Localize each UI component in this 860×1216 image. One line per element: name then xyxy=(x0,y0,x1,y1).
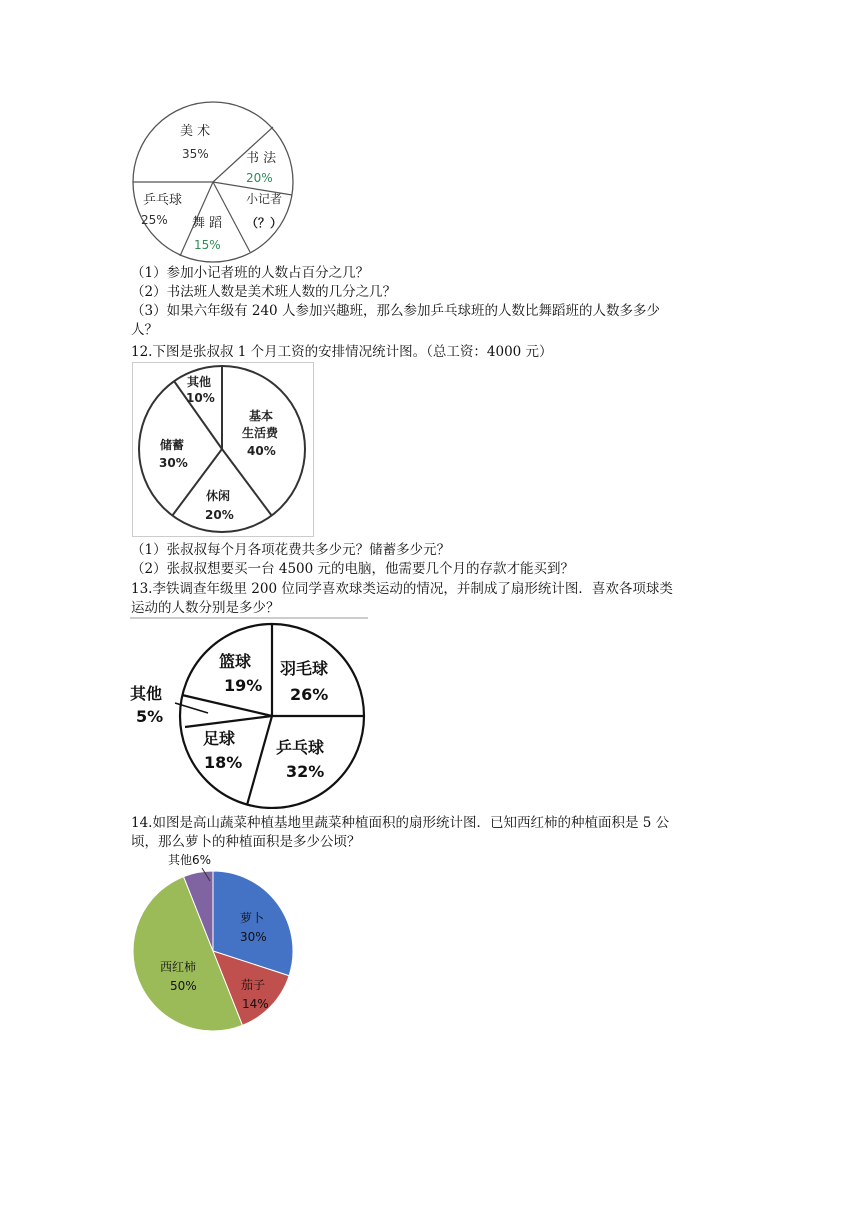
q11-question-3: （3）如果六年级有 240 人参加兴趣班，那么参加乒乓球班的人数比舞蹈班的人数多多少 xyxy=(131,303,660,319)
q13-pie-chart xyxy=(130,617,370,809)
q14-value-radish: 30% xyxy=(240,930,267,944)
q11-question-3-cont: 人？ xyxy=(131,322,158,338)
q14-label-radish: 萝卜 xyxy=(240,911,265,925)
q11-label-meishu: 美 术 xyxy=(180,124,211,139)
q12-question-2: （2）张叔叔想要买一台 4500 元的电脑，他需要几个月的存款才能买到？ xyxy=(131,561,575,577)
q14-title-line-1: 14.如图是高山蔬菜种植基地里蔬菜种植面积的扇形统计图．已知西红柿的种植面积是 5 公 xyxy=(131,815,670,831)
q12-question-1: （1）张叔叔每个月各项花费共多少元？储蓄多少元？ xyxy=(131,542,451,558)
q14-title-line-2: 顷，那么萝卜的种植面积是多少公顷？ xyxy=(131,834,361,850)
q11-label-shufa: 书 法 xyxy=(246,151,277,166)
q13-label-pingpong: 乒乓球 xyxy=(276,738,325,757)
q13-value-football: 18% xyxy=(204,753,243,772)
q14-label-eggplant: 茄子 xyxy=(241,978,266,992)
q12-divider-bottom-right xyxy=(222,449,272,516)
q12-label-leisure: 休闲 xyxy=(206,489,231,503)
q13-value-other: 5% xyxy=(136,707,164,726)
q11-label-xiaojizhe: 小记者 xyxy=(246,192,283,206)
q14-label-tomato: 西红柿 xyxy=(160,960,197,974)
q13-label-basketball: 篮球 xyxy=(219,652,252,671)
q13-value-basketball: 19% xyxy=(224,676,263,695)
q13-value-pingpong: 32% xyxy=(286,762,325,781)
q12-value-living: 40% xyxy=(247,444,276,458)
q13-divider-bottom xyxy=(247,716,272,805)
q13-value-badminton: 26% xyxy=(290,685,329,704)
q14-value-tomato: 50% xyxy=(170,979,197,993)
q14-label-other: 其他6% xyxy=(168,853,212,867)
q11-label-pingpang: 乒乓球 xyxy=(143,193,183,208)
q14-slices xyxy=(133,871,293,1031)
q11-pie-chart xyxy=(128,100,308,265)
q11-value-wudao: 15% xyxy=(194,238,221,252)
q12-label-savings: 储蓄 xyxy=(160,438,185,452)
q11-value-xiaojizhe: （？） xyxy=(246,216,283,230)
q13-label-badminton: 羽毛球 xyxy=(280,659,329,678)
q12-title: 12.下图是张叔叔 1 个月工资的安排情况统计图。（总工资：4000 元） xyxy=(131,344,553,360)
q11-value-pingpang: 25% xyxy=(141,213,168,227)
q11-value-shufa: 20% xyxy=(246,171,273,185)
q12-value-savings: 30% xyxy=(159,456,188,470)
q12-value-other: 10% xyxy=(186,391,215,405)
q14-value-eggplant: 14% xyxy=(242,997,269,1011)
q14-pie-chart xyxy=(130,848,310,1038)
q11-question-2: （2）书法班人数是美术班人数的几分之几？ xyxy=(131,284,397,300)
q11-value-meishu: 35% xyxy=(182,147,209,161)
q13-label-other: 其他 xyxy=(130,684,163,703)
q12-label-living-1: 基本 xyxy=(249,409,274,423)
q13-title-line-1: 13.李铁调查年级里 200 位同学喜欢球类运动的情况，并制成了扇形统计图．喜欢各项球类 xyxy=(131,581,673,597)
q11-label-wudao: 舞 蹈 xyxy=(192,216,223,231)
q13-title-line-2: 运动的人数分别是多少？ xyxy=(131,600,280,616)
q11-question-1: （1）参加小记者班的人数占百分之几？ xyxy=(131,265,370,281)
q12-label-living-2: 生活费 xyxy=(242,426,279,440)
q12-label-other: 其他 xyxy=(187,375,212,389)
q13-divider-left-low xyxy=(185,716,272,727)
q12-pie-chart xyxy=(132,362,314,537)
q12-value-leisure: 20% xyxy=(205,508,234,522)
q13-divider-left xyxy=(182,695,272,716)
q13-label-football: 足球 xyxy=(203,729,236,748)
